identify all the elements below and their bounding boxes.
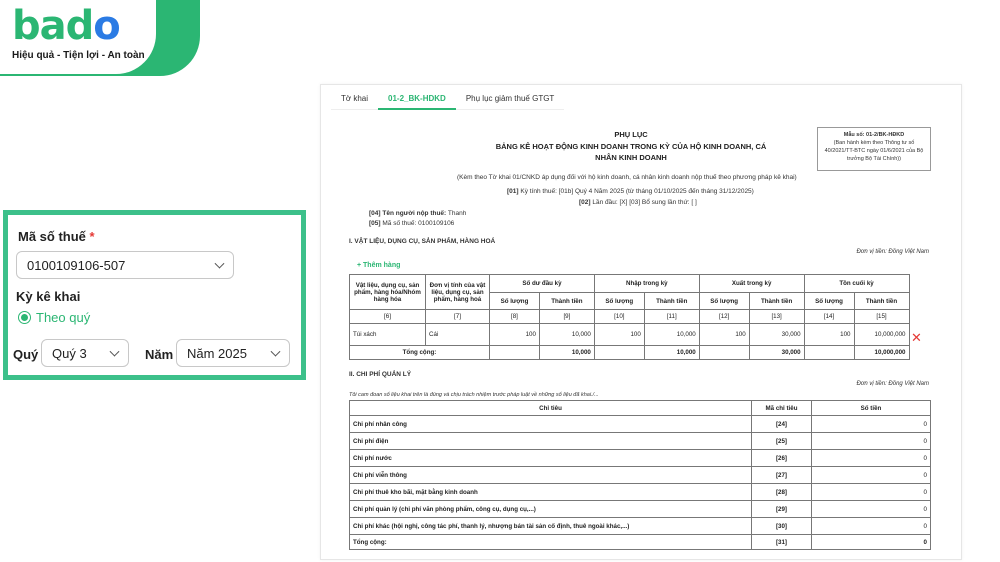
declaration-document: [320, 84, 962, 560]
col-code: [13]: [749, 310, 804, 324]
cost-amount-input[interactable]: 0: [812, 518, 931, 535]
total-row: [350, 535, 931, 550]
quarter-select[interactable]: [41, 339, 129, 367]
col-qty: Số lượng: [804, 293, 854, 310]
chevron-down-icon: [215, 259, 225, 269]
empty-cell: [594, 346, 644, 360]
col-criteria: Chỉ tiêu: [350, 401, 752, 416]
table-row: [350, 324, 932, 346]
first-filing-line: [02] Lần đầu: [X] [03] Bổ sung lần thứ: [ ]: [579, 199, 697, 206]
imported-qty-input[interactable]: 100: [594, 324, 644, 346]
item-name-input[interactable]: Túi xách: [350, 324, 426, 346]
total-row: [350, 346, 932, 360]
total-closing: 10,000,000: [854, 346, 909, 360]
radio-selected-icon: [18, 311, 31, 324]
section-management-cost-heading: II. CHI PHÍ QUẢN LÝ: [349, 371, 412, 378]
cost-code: [30]: [752, 518, 812, 535]
cost-label: Chi phí điện: [350, 433, 752, 450]
col-opening: Số dư đầu kỳ: [490, 275, 595, 293]
col-code: [14]: [804, 310, 854, 324]
doc-title-2: BẢNG KÊ HOẠT ĐỘNG KINH DOANH TRONG KỲ CỦA HỘ KINH DOANH, CÁ: [495, 142, 767, 151]
tax-code-label: Mã số thuế *: [18, 229, 95, 244]
total-exported: 30,000: [749, 346, 804, 360]
cost-label: Chi phí viễn thông: [350, 467, 752, 484]
doc-title-3: NHÂN KINH DOANH: [595, 153, 667, 162]
tab-to-khai[interactable]: Tờ khai: [331, 89, 378, 110]
tax-code-value: 0100109106-507: [27, 257, 126, 273]
cost-amount-input[interactable]: 0: [812, 416, 931, 433]
cost-amount-input[interactable]: 0: [812, 467, 931, 484]
commitment-text: Tôi cam đoan số liệu khai trên là đúng và chịu trách nhiệm trước pháp luật về những số liệu đã khai./...: [349, 392, 599, 398]
table-row: [350, 416, 931, 433]
cost-code: [26]: [752, 450, 812, 467]
col-closing: Tồn cuối kỳ: [804, 275, 909, 293]
opening-amount-input[interactable]: 10,000: [539, 324, 594, 346]
chevron-down-icon: [271, 347, 281, 357]
col-exported: Xuất trong kỳ: [699, 275, 804, 293]
period-radio-quarterly[interactable]: [18, 310, 90, 325]
col-qty: Số lượng: [490, 293, 540, 310]
closing-qty-input[interactable]: 100: [804, 324, 854, 346]
table-row: [350, 450, 931, 467]
bado-logo: bado: [12, 3, 120, 49]
period-label: Kỳ kê khai: [16, 289, 81, 304]
delete-row-icon[interactable]: ✕: [911, 330, 922, 345]
closing-amount-input[interactable]: 10,000,000: [854, 324, 909, 346]
col-code: [11]: [644, 310, 699, 324]
total-imported: 10,000: [644, 346, 699, 360]
cost-code: [28]: [752, 484, 812, 501]
year-select[interactable]: [176, 339, 290, 367]
tab-bk-hdkd[interactable]: 01-2_BK-HDKD: [378, 89, 456, 110]
col-cost-amount: Số tiền: [812, 401, 931, 416]
column-code-row: [350, 310, 932, 324]
empty-cell: [699, 346, 749, 360]
cost-label: Chi phí quản lý (chi phí văn phòng phẩm, công cụ, dụng cụ,...): [350, 501, 752, 518]
exported-amount-input[interactable]: 30,000: [749, 324, 804, 346]
year-value: Năm 2025: [187, 345, 247, 361]
section-materials-heading: I. VẬT LIỆU, DỤNG CỤ, SẢN PHẨM, HÀNG HOÁ: [349, 238, 496, 245]
col-code: [8]: [490, 310, 540, 324]
inventory-table: [349, 274, 931, 360]
form-number-box: [817, 127, 931, 171]
currency-unit-1: Đơn vị tiền: Đồng Việt Nam: [856, 249, 929, 255]
col-amount: Thành tiền: [539, 293, 594, 310]
cost-label: Chi phí nhân công: [350, 416, 752, 433]
cost-total-amount: 0: [812, 535, 931, 550]
total-label: Tổng cộng:: [350, 346, 490, 360]
tax-period-line: [01] Kỳ tính thuế: [01b] Quý 4 Năm 2025 (từ tháng 01/10/2025 đến tháng 31/12/2025): [507, 188, 754, 195]
year-label: Năm: [145, 347, 174, 362]
form-number: Mẫu số: 01-2/BK-HĐKD: [843, 132, 905, 138]
col-amount: Thành tiền: [854, 293, 909, 310]
tax-code-line: [05] Mã số thuế: 0100109106: [369, 220, 455, 227]
cost-amount-input[interactable]: 0: [812, 450, 931, 467]
opening-qty-input[interactable]: 100: [490, 324, 540, 346]
col-unit: Đơn vị tính của vật liệu, dụng cụ, sản phẩm, hàng hoá: [426, 275, 490, 310]
cost-total-code: [31]: [752, 535, 812, 550]
currency-unit-2: Đơn vị tiền: Đồng Việt Nam: [856, 381, 929, 387]
add-row-button[interactable]: + Thêm hàng: [357, 262, 401, 269]
logo-tagline: Hiệu quả - Tiện lợi - An toàn: [12, 50, 145, 61]
taxpayer-name-line: [04] Tên người nộp thuế: Thanh: [369, 210, 467, 217]
exported-qty-input[interactable]: 100: [699, 324, 749, 346]
quarter-label: Quý: [13, 347, 39, 362]
col-code: [10]: [594, 310, 644, 324]
col-qty: Số lượng: [699, 293, 749, 310]
cost-label: Chi phí khác (hội nghị, công tác phí, thanh lý, nhượng bán tài sản cố định, thuê ngoài khác,...): [350, 518, 752, 535]
col-code: [9]: [539, 310, 594, 324]
cost-amount-input[interactable]: 0: [812, 501, 931, 518]
col-code: [15]: [854, 310, 909, 324]
cost-code: [24]: [752, 416, 812, 433]
tax-form-panel: [3, 210, 306, 380]
logo-container: [0, 0, 156, 74]
cost-code: [29]: [752, 501, 812, 518]
total-opening: 10,000: [539, 346, 594, 360]
doc-subtitle: (Kèm theo Tờ khai 01/CNKD áp dụng đối với hộ kinh doanh, cá nhân kinh doanh nộp thuế theo phương pháp kê khai): [457, 174, 797, 181]
col-code: [7]: [426, 310, 490, 324]
table-row: [350, 433, 931, 450]
chevron-down-icon: [110, 347, 120, 357]
imported-amount-input[interactable]: 10,000: [644, 324, 699, 346]
col-code: [6]: [350, 310, 426, 324]
cost-code: [25]: [752, 433, 812, 450]
col-code: [12]: [699, 310, 749, 324]
col-amount: Thành tiền: [749, 293, 804, 310]
quarter-value: Quý 3: [52, 345, 87, 361]
cost-label: Chi phí nước: [350, 450, 752, 467]
tab-vat-reduction[interactable]: Phụ lục giảm thuế GTGT: [456, 89, 564, 110]
cost-amount-input[interactable]: 0: [812, 433, 931, 450]
col-item: Vật liệu, dụng cụ, sản phẩm, hàng hóa/Nhóm hàng hóa: [350, 275, 426, 310]
col-amount: Thành tiền: [644, 293, 699, 310]
cost-label: Chi phí thuê kho bãi, mặt bằng kinh doanh: [350, 484, 752, 501]
table-row: [350, 484, 931, 501]
col-qty: Số lượng: [594, 293, 644, 310]
table-row: [350, 467, 931, 484]
empty-cell: [490, 346, 540, 360]
row-actions: [909, 275, 931, 360]
doc-title-1: PHỤ LỤC: [614, 130, 648, 139]
form-legal-note: (Ban hành kèm theo Thông tư số 40/2021/TT-BTC ngày 01/6/2021 của Bộ trưởng Bộ Tài Chính)): [824, 140, 924, 162]
period-option-label: Theo quý: [36, 310, 91, 325]
col-criteria-code: Mã chỉ tiêu: [752, 401, 812, 416]
cost-code: [27]: [752, 467, 812, 484]
cost-total-label: Tổng cộng:: [350, 535, 752, 550]
empty-cell: [804, 346, 854, 360]
management-cost-table: [349, 400, 931, 550]
unit-input[interactable]: Cái: [426, 324, 490, 346]
table-row: [350, 501, 931, 518]
col-imported: Nhập trong kỳ: [594, 275, 699, 293]
cost-amount-input[interactable]: 0: [812, 484, 931, 501]
table-row: [350, 518, 931, 535]
tax-code-select[interactable]: [16, 251, 234, 279]
document-tabs: [331, 89, 564, 110]
